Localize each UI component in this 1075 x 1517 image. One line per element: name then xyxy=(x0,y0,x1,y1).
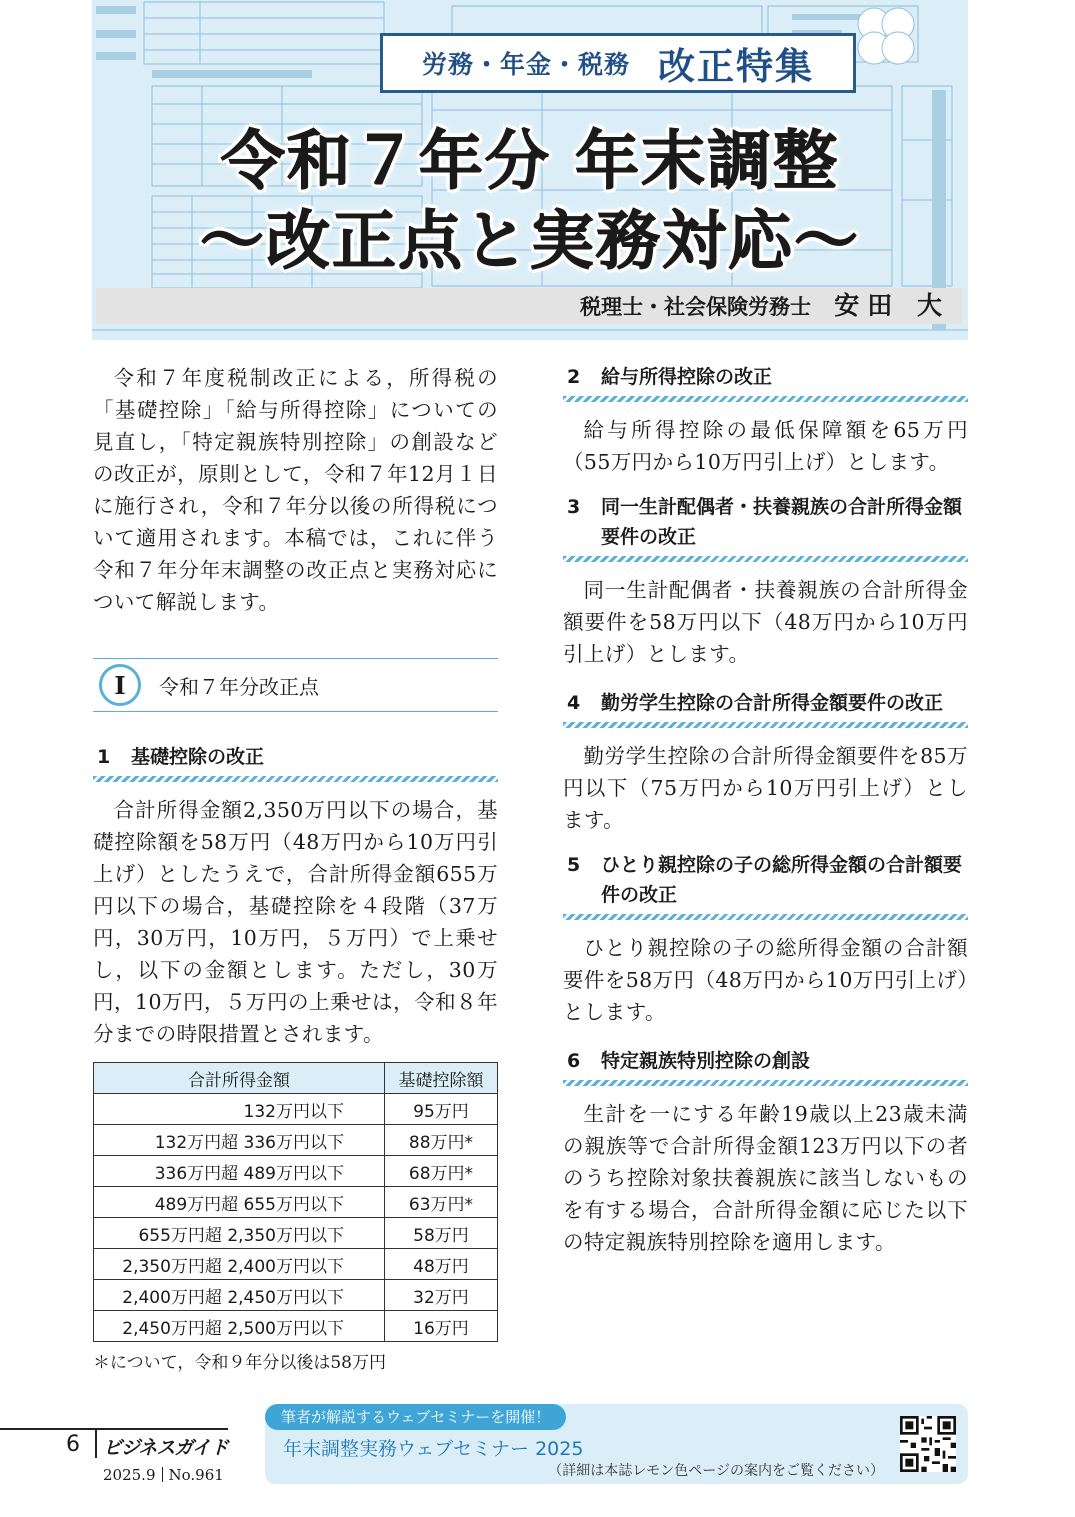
table-row xyxy=(94,1249,498,1280)
body-4: 勤労学生控除の合計所得金額要件を85万円以下（75万円から10万円引上げ）とします。 xyxy=(563,744,968,832)
article-title-line2: 〜改正点と実務対応〜 xyxy=(200,205,860,279)
right-column xyxy=(563,362,968,1258)
body-6: 生計を一にする年齢19歳以上23歳未満の親族等で合計所得金額123万円以下の者のうち控除対象扶養親族に該当しないものを有する場合，合計所得金額に応じた以下の特定親族特別控除を適用します。 xyxy=(563,1102,968,1254)
heading-text: ひとり親控除の子の総所得金額の合計額要件の改正 xyxy=(601,854,963,906)
heading-text: 特定親族特別控除の創設 xyxy=(601,1050,811,1072)
table-cell-range: 489万円超 655万円以下 xyxy=(94,1187,385,1218)
table-row xyxy=(94,1187,498,1218)
table-header-deduction: 基礎控除額 xyxy=(385,1063,498,1094)
article-title-line1: 令和７年分 年末調整 xyxy=(220,125,840,199)
issue-number: No.961 xyxy=(168,1466,224,1484)
heading-underline xyxy=(93,776,498,782)
heading-underline xyxy=(563,1080,968,1086)
qr-code-icon[interactable] xyxy=(900,1416,956,1472)
heading-6 xyxy=(563,1046,968,1080)
author-byline xyxy=(96,288,962,324)
banner-title: 改正特集 xyxy=(658,45,814,88)
table-row xyxy=(94,1311,498,1342)
folio-rule xyxy=(0,1428,228,1430)
table-row xyxy=(94,1094,498,1125)
table-row xyxy=(94,1218,498,1249)
heading-4 xyxy=(563,688,968,722)
heading-text: 基礎控除の改正 xyxy=(131,746,265,768)
webinar-detail: （詳細は本誌レモン色ページの案内をご覧ください） xyxy=(548,1463,884,1479)
table-cell-range: 132万円以下 xyxy=(94,1094,385,1125)
heading-underline xyxy=(563,722,968,728)
heading-text: 給与所得控除の改正 xyxy=(601,366,773,388)
body-5: ひとり親控除の子の総所得金額の合計額要件を58万円（48万円から10万円引上げ）とします。 xyxy=(563,936,968,1024)
table-cell-amount: 88万円* xyxy=(385,1125,498,1156)
heading-text: 同一生計配偶者・扶養親族の合計所得金額要件の改正 xyxy=(601,496,963,548)
table-cell-range: 132万円超 336万円以下 xyxy=(94,1125,385,1156)
heading-number: 4 xyxy=(567,692,581,714)
section-header xyxy=(93,658,498,712)
table-cell-amount: 63万円* xyxy=(385,1187,498,1218)
heading-1 xyxy=(93,742,498,776)
author-role: 税理士・社会保険労務士 xyxy=(579,294,811,319)
table-cell-amount: 68万円* xyxy=(385,1156,498,1187)
webinar-title: 年末調整実務ウェブセミナー 2025 xyxy=(283,1438,584,1460)
heading-underline xyxy=(563,556,968,562)
heading-text: 勤労学生控除の合計所得金額要件の改正 xyxy=(601,692,944,714)
magazine-logo: ビジネスガイド xyxy=(103,1437,228,1459)
body-2: 給与所得控除の最低保障額を65万円（55万円から10万円引上げ）とします。 xyxy=(563,418,968,474)
table-footnote: ＊について，令和９年分以後は58万円 xyxy=(93,1353,386,1373)
issue-separator xyxy=(162,1467,163,1482)
author-name: 安田 大 xyxy=(834,291,950,320)
issue-info xyxy=(103,1466,224,1484)
heading-2 xyxy=(563,362,968,396)
table-cell-amount: 32万円 xyxy=(385,1280,498,1311)
table-cell-range: 336万円超 489万円以下 xyxy=(94,1156,385,1187)
table-row xyxy=(94,1125,498,1156)
left-column xyxy=(93,362,498,1373)
table-cell-range: 655万円超 2,350万円以下 xyxy=(94,1218,385,1249)
heading-number: 3 xyxy=(567,496,581,518)
special-feature-banner xyxy=(380,33,856,93)
webinar-notice xyxy=(265,1404,968,1484)
table-cell-amount: 48万円 xyxy=(385,1249,498,1280)
heading-number: 6 xyxy=(567,1050,581,1072)
section-roman-numeral: I xyxy=(99,664,141,706)
folio-separator xyxy=(95,1430,97,1458)
basic-deduction-table xyxy=(93,1062,498,1342)
webinar-pill: 筆者が解説するウェブセミナーを開催！ xyxy=(265,1404,566,1430)
table-cell-range: 2,450万円超 2,500万円以下 xyxy=(94,1311,385,1342)
table-cell-amount: 16万円 xyxy=(385,1311,498,1342)
heading-number: 5 xyxy=(567,854,581,876)
heading-underline xyxy=(563,396,968,402)
table-cell-amount: 58万円 xyxy=(385,1218,498,1249)
table-header-row xyxy=(94,1063,498,1094)
heading-number: 1 xyxy=(97,746,111,768)
table-cell-range: 2,350万円超 2,400万円以下 xyxy=(94,1249,385,1280)
heading-3 xyxy=(563,492,968,556)
issue-date: 2025.9 xyxy=(103,1466,156,1484)
heading-underline xyxy=(563,914,968,920)
banner-subtitle: 労務・年金・税務 xyxy=(421,50,630,79)
heading-number: 2 xyxy=(567,366,581,388)
table-row xyxy=(94,1156,498,1187)
table-cell-amount: 95万円 xyxy=(385,1094,498,1125)
table-row xyxy=(94,1280,498,1311)
body-3: 同一生計配偶者・扶養親族の合計所得金額要件を58万円以下（48万円から10万円引上げ）とします。 xyxy=(563,578,968,666)
section-title: 令和７年分改正点 xyxy=(159,674,319,699)
intro-paragraph: 令和７年度税制改正による，所得税の「基礎控除」「給与所得控除」についての見直し，「特定親族特別控除」の創設などの改正が，原則として，令和７年12月１日に施行され，令和７年分以後の所得税について適用されます。本稿では，これに伴う令和７年分年末調整の改正点と実務対応について解説します。 xyxy=(93,366,498,614)
heading-5 xyxy=(563,850,968,914)
table-header-income: 合計所得金額 xyxy=(94,1063,385,1094)
table-cell-range: 2,400万円超 2,450万円以下 xyxy=(94,1280,385,1311)
page-number: 6 xyxy=(66,1432,80,1457)
body-1: 合計所得金額2,350万円以下の場合，基礎控除額を58万円（48万円から10万円引上げ）としたうえで，合計所得金額655万円以下の場合，基礎控除を４段階（37万円，30万円，10万円，５万円）で上乗せし，以下の金額とします。ただし，30万円，10万円，５万円の上乗せは，令和８年分までの時限措置とされます。 xyxy=(93,798,498,1046)
